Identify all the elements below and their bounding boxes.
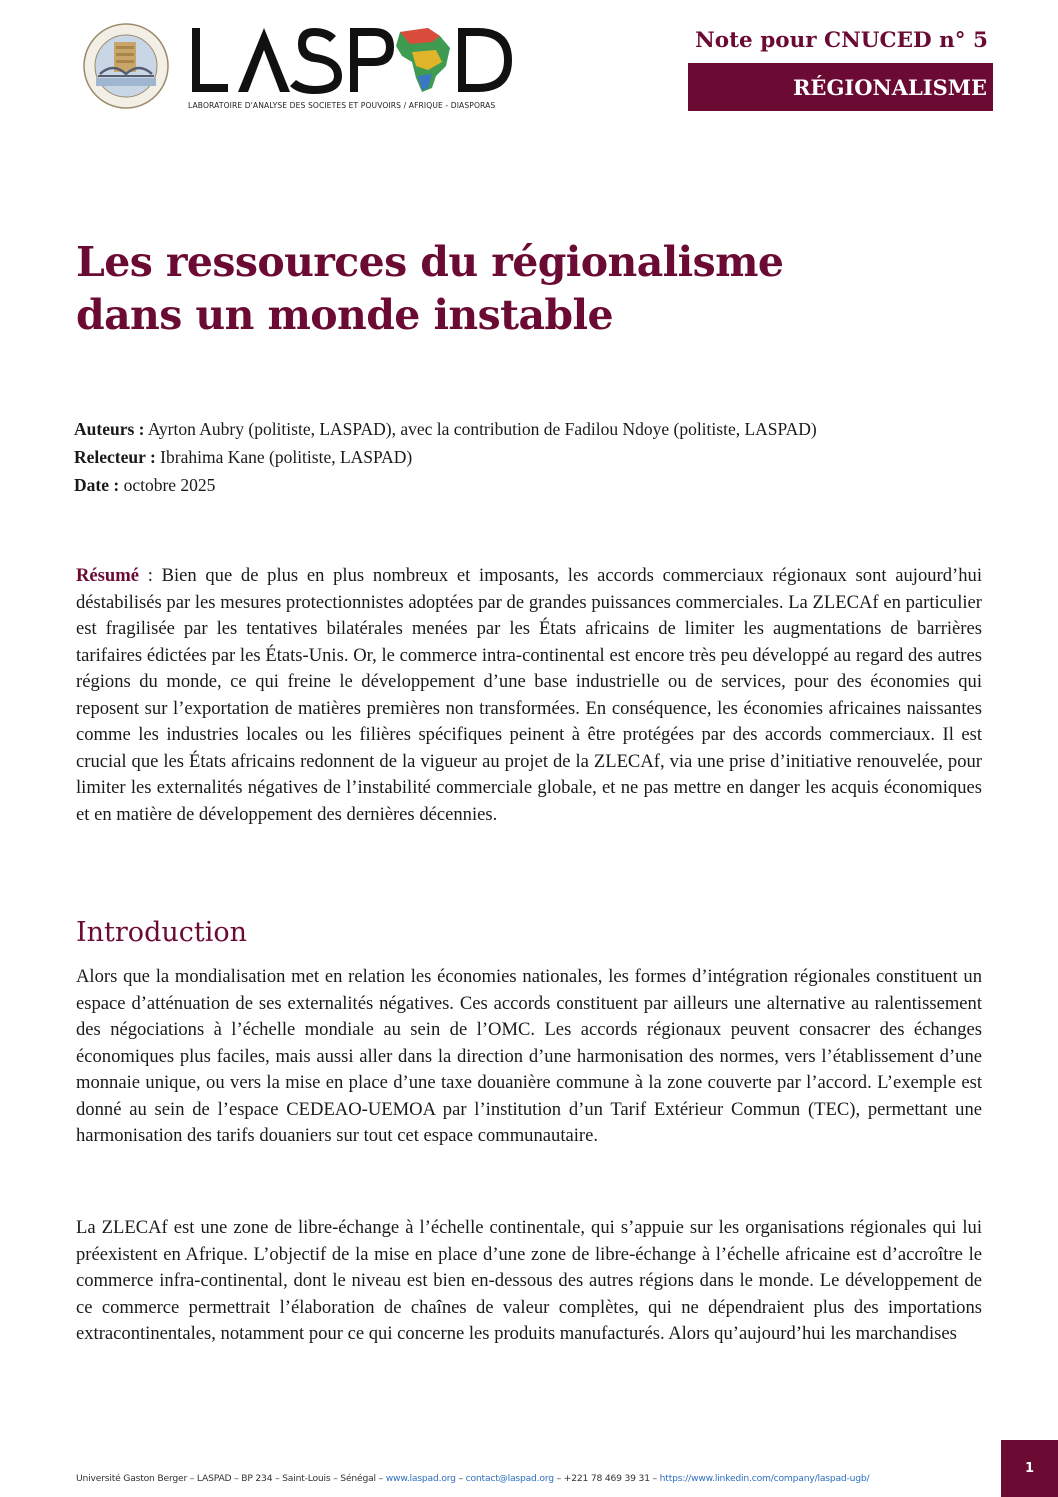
footer-phone: – +221 78 469 39 31 – [553,1473,660,1484]
intro-paragraph-1: Alors que la mondialisation met en relation les économies nationales, les formes d’intégration régionales constituent un espace d’atténuation de ses externalités négatives. Ces accords constituent par ailleurs une alternative au ralentissement des négociations à l’échelle mondiale au sein de l’OMC. Les accords régionaux peuvent consacrer des échanges économiques plus faciles, mais aussi aller dans la direction d’une harmonisation des normes, vers l’établissement d’une monnaie unique, ou vers la mise en place d’une taxe douanière commune à la zone couverte par l’accord. L’exemple est donné au sein de l’espace CEDEAO-UEMOA par l’institution d’un Tarif Extérieur Commun (TEC), permettant une harmonisation des tarifs douaniers sur tout cet espace communautaire. [76,966,982,1146]
abstract-label: Résumé [76,565,139,586]
reviewer-label: Relecteur : [74,447,156,467]
introduction-heading: Introduction [76,917,247,948]
footer-address: Université Gaston Berger – LASPAD – BP 234 – Saint-Louis – Sénégal – [76,1473,386,1484]
university-seal-logo [80,22,172,110]
laspad-logo [188,26,518,96]
reviewer-value: Ibrahima Kane (politiste, LASPAD) [155,447,413,467]
note-label: Note pour CNUCED n° 5 [695,28,988,53]
theme-label: RÉGIONALISME [792,74,987,100]
date-line [74,471,817,499]
reviewer-line [74,443,817,471]
intro-paragraph-2: La ZLECAf est une zone de libre-échange à l’échelle continentale, qui s’appuie sur les organisations régionales qui lui préexistent en Afrique. L’objectif de la mise en place d’une zone de libre-échange à l’échelle africaine est d’accroître le commerce infra-continental, dont le niveau est bien en-dessous des autres régions dans le monde. Le développement de ce commerce permettrait l’élaboration de chaînes de valeur complètes, qui ne dépendraient plus des importations extracontinentales, notamment pour ce qui concerne les produits manufacturés. Alors qu’aujourd’hui les marchandises [76,1217,982,1344]
authors-line [74,415,817,443]
footer-separator: – [455,1473,466,1484]
footer-email-link[interactable]: contact@laspad.org [465,1473,554,1484]
date-label: Date : [74,475,120,495]
document-metadata [74,415,817,499]
title-line-2: dans un monde instable [76,291,613,339]
document-title [76,236,876,342]
authors-value: Ayrton Aubry (politiste, LASPAD), avec la contribution de Fadilou Ndoye (politiste, LASPAD) [144,419,817,439]
page-number-value: 1 [1024,1461,1035,1476]
footer-linkedin-link[interactable]: https://www.linkedin.com/company/laspad-ugb/ [659,1473,870,1484]
footer-website-link[interactable]: www.laspad.org [385,1473,456,1484]
title-line-1: Les ressources du régionalisme [76,238,784,286]
page-footer [76,1473,869,1484]
abstract-text: : Bien que de plus en plus nombreux et imposants, les accords commerciaux régionaux sont aujourd’hui déstabilisés par les mesures protectionnistes adoptées par de grandes puissances commerciales. La ZLECAf en particulier est fragilisée par les tentatives bilatérales menées par les États africains de limiter les augmentations de barrières tarifaires édictées par les États-Unis. Or, le commerce intra-continental est encore très peu développé au regard des autres régions du monde, ce qui freine le développement d’une base industrielle ou de services, pour des économies qui reposent sur l’exportation de matières premières non transformées. En conséquence, les économies africaines naissantes comme les industries locales ou les filières spécifiques peinent à être protégées par des accords commerciaux. Il est crucial que les États africains redonnent de la vigueur au projet de la ZLECAf, via une prise d’initiative renouvelée, pour limiter les externalités négatives de l’instabilité commerciale globale, et ne pas mettre en danger les acquis économiques et en matière de développement des dernières décennies. [76,565,982,825]
theme-banner [688,63,993,111]
date-value: octobre 2025 [119,475,216,495]
abstract [76,563,982,828]
logo-subtitle: LABORATOIRE D'ANALYSE DES SOCIETES ET POUVOIRS / AFRIQUE - DIASPORAS [188,101,496,110]
page-number [1001,1440,1058,1497]
authors-label: Auteurs : [74,419,145,439]
